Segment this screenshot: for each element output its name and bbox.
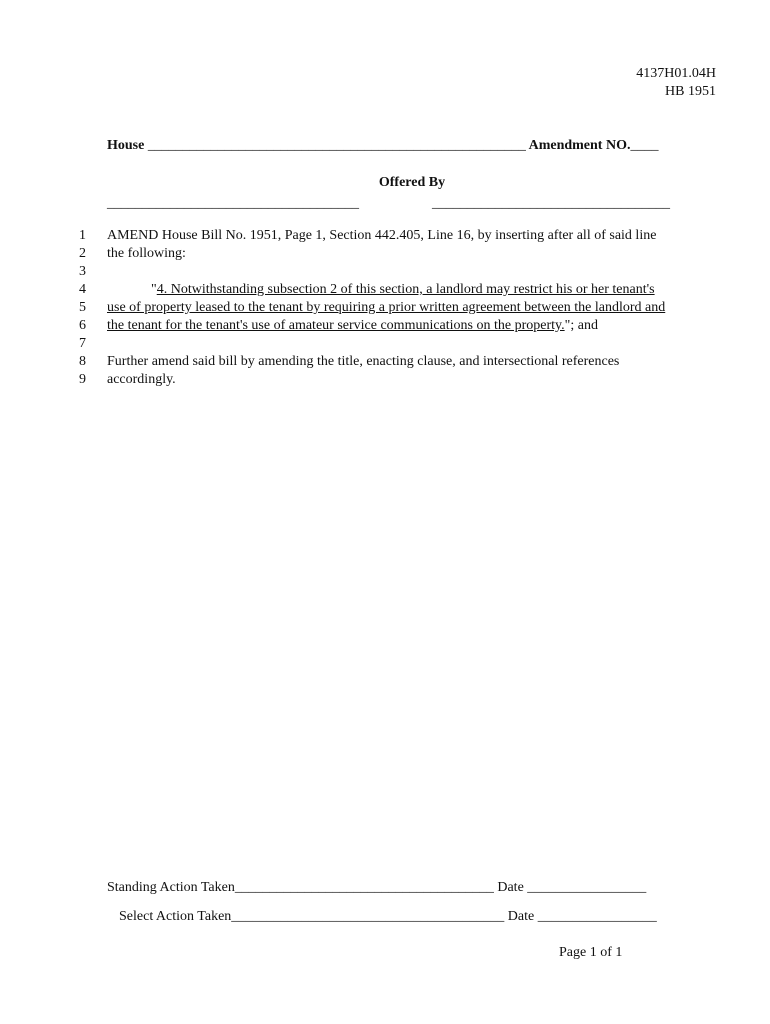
line-text: AMEND House Bill No. 1951, Page 1, Section 442.405, Line 16, by inserting after all of said line <box>107 228 657 243</box>
bill-reference: HB 1951 <box>665 84 716 99</box>
line-number: 2 <box>79 246 86 261</box>
inserted-text-line <box>107 317 598 335</box>
standing-action-blank: _____________________________________ <box>234 880 494 895</box>
line-number: 7 <box>79 336 86 351</box>
select-date-label: Date <box>507 909 535 924</box>
line-text: the following: <box>107 246 186 261</box>
inserted-text-line <box>107 281 655 299</box>
inserted-text-line <box>107 299 665 317</box>
line-text: Further amend said bill by amending the title, enacting clause, and intersectional references <box>107 354 620 369</box>
chamber-label: House <box>107 138 145 153</box>
select-action-label: Select Action Taken <box>119 909 232 924</box>
line-number: 6 <box>79 318 86 333</box>
line-text: accordingly. <box>107 372 176 387</box>
line-number: 4 <box>79 282 86 297</box>
open-quote: " <box>151 282 157 297</box>
offered-by-blank-left: ____________________________________ <box>107 196 359 211</box>
offered-by-blank-right: __________________________________ <box>432 196 670 211</box>
offered-by-label: Offered By <box>378 175 446 190</box>
page-number: Page 1 of 1 <box>559 945 623 960</box>
line-number: 3 <box>79 264 86 279</box>
standing-date-blank: _________________ <box>527 880 647 895</box>
amendment-number-blank: ____ <box>630 138 659 153</box>
standing-action-line <box>107 879 646 897</box>
document-code: 4137H01.04H <box>636 66 716 81</box>
inserted-text-underlined: the tenant for the tenant's use of amateur service communications on the property. <box>107 318 565 333</box>
amendment-title-line <box>107 137 658 155</box>
standing-action-label: Standing Action Taken <box>107 880 235 895</box>
select-date-blank: _________________ <box>537 909 657 924</box>
line-number: 1 <box>79 228 86 243</box>
inserted-text-underlined: use of property leased to the tenant by requiring a prior written agreement between the landlord and <box>107 300 666 315</box>
line-number: 5 <box>79 300 86 315</box>
line-number: 8 <box>79 354 86 369</box>
line-number: 9 <box>79 372 86 387</box>
standing-date-label: Date <box>497 880 524 895</box>
select-action-blank: _______________________________________ <box>231 909 505 924</box>
chamber-blank: ______________________________________________________ <box>147 138 526 153</box>
select-action-line <box>119 908 657 926</box>
amendment-number-label: Amendment NO. <box>528 138 631 153</box>
close-quote-suffix: "; and <box>564 318 598 333</box>
inserted-text-underlined: 4. Notwithstanding subsection 2 of this section, a landlord may restrict his or her tenant's <box>156 282 655 297</box>
